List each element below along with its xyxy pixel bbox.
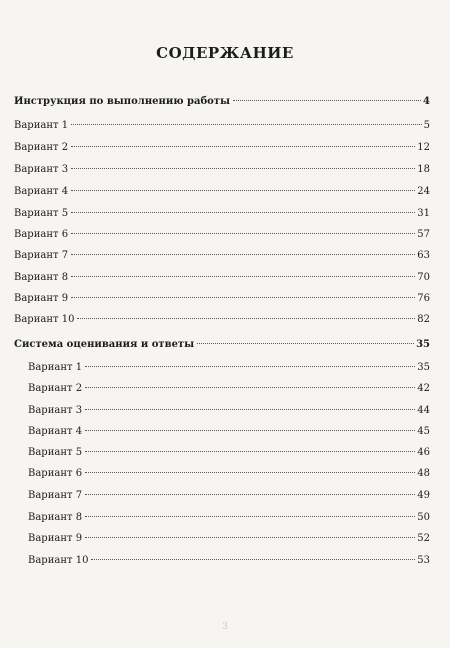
toc-entry-label: Вариант 9 (14, 293, 69, 304)
toc-entry-label: Система оценивания и ответы (14, 339, 195, 350)
page-title: СОДЕРЖАНИЕ (156, 44, 294, 62)
toc-entry-page: 44 (417, 405, 430, 416)
toc-entry-page: 76 (417, 293, 430, 304)
toc-entry-label: Вариант 6 (14, 229, 69, 240)
leader-dots (85, 387, 415, 388)
toc-subentry-variant-5 (28, 447, 430, 459)
toc-entry-variant-7 (14, 250, 430, 262)
toc-subentry-variant-8 (28, 512, 430, 524)
toc-entry-label: Вариант 7 (28, 490, 83, 501)
toc-entry-variant-6 (14, 229, 430, 241)
toc-entry-label: Вариант 5 (28, 447, 83, 458)
toc-entry-label: Вариант 3 (14, 164, 69, 175)
toc-subentry-variant-9 (28, 533, 430, 545)
leader-dots (85, 516, 415, 517)
toc-entry-page: 35 (417, 362, 430, 373)
leader-dots (71, 146, 415, 147)
leader-dots (71, 212, 415, 213)
toc-entry-label: Вариант 10 (14, 314, 75, 325)
leader-dots (85, 430, 415, 431)
toc-entry-page: 35 (416, 339, 430, 350)
leader-dots (71, 254, 415, 255)
toc-entry-variant-4 (14, 186, 430, 198)
leader-dots (71, 233, 415, 234)
leader-dots (85, 472, 415, 473)
leader-dots (85, 366, 415, 367)
toc-entry-page: 57 (417, 229, 430, 240)
toc-entry-variant-1 (14, 120, 430, 132)
leader-dots (197, 343, 414, 344)
leader-dots (85, 537, 415, 538)
toc-entry-label: Вариант 8 (28, 512, 83, 523)
toc-entry-page: 45 (417, 426, 430, 437)
toc-entry-page: 53 (417, 555, 430, 566)
leader-dots (85, 409, 415, 410)
toc-entry-label: Вариант 4 (28, 426, 83, 437)
toc-entry-variant-2 (14, 142, 430, 154)
leader-dots (233, 100, 421, 101)
toc-subentry-variant-7 (28, 490, 430, 502)
toc-entry-page: 18 (417, 164, 430, 175)
toc-entry-page: 12 (417, 142, 430, 153)
toc-entry-variant-5 (14, 208, 430, 220)
toc-entry-page: 49 (417, 490, 430, 501)
toc-entry-page: 5 (423, 120, 430, 131)
toc-entry-label: Вариант 8 (14, 272, 69, 283)
toc-entry-variant-3 (14, 164, 430, 176)
toc-entry-variant-9 (14, 293, 430, 305)
toc-entry-page: 82 (417, 314, 430, 325)
toc-entry-page: 31 (417, 208, 430, 219)
toc-entry-label: Вариант 6 (28, 468, 83, 479)
toc-entry-label: Вариант 1 (14, 120, 69, 131)
toc-entry-label: Вариант 9 (28, 533, 83, 544)
toc-subentry-variant-1 (28, 362, 430, 374)
toc-entry-label: Вариант 2 (28, 383, 83, 394)
toc-subentry-variant-6 (28, 468, 430, 480)
leader-dots (91, 559, 415, 560)
leader-dots (71, 276, 415, 277)
toc-entry-page: 42 (417, 383, 430, 394)
toc-entry-instructions (14, 96, 430, 108)
page-number: 3 (222, 622, 228, 632)
leader-dots (77, 318, 415, 319)
toc-entry-variant-8 (14, 272, 430, 284)
leader-dots (71, 124, 422, 125)
toc-entry-page: 52 (417, 533, 430, 544)
toc-entry-label: Вариант 7 (14, 250, 69, 261)
toc-entry-variant-10 (14, 314, 430, 326)
toc-entry-label: Вариант 2 (14, 142, 69, 153)
toc-entry-label: Инструкция по выполнению работы (14, 96, 231, 107)
toc-entry-label: Вариант 5 (14, 208, 69, 219)
toc-entry-grading (14, 339, 430, 351)
toc-entry-label: Вариант 4 (14, 186, 69, 197)
toc-entry-page: 4 (423, 96, 430, 107)
leader-dots (85, 451, 415, 452)
toc-entry-label: Вариант 10 (28, 555, 89, 566)
leader-dots (71, 297, 415, 298)
toc-entry-label: Вариант 1 (28, 362, 83, 373)
toc-entry-page: 24 (417, 186, 430, 197)
leader-dots (71, 168, 415, 169)
toc-entry-label: Вариант 3 (28, 405, 83, 416)
toc-subentry-variant-2 (28, 383, 430, 395)
toc-subentry-variant-4 (28, 426, 430, 438)
leader-dots (85, 494, 415, 495)
toc-entry-page: 63 (417, 250, 430, 261)
toc-subentry-variant-10 (28, 555, 430, 567)
leader-dots (71, 190, 415, 191)
toc-entry-page: 50 (417, 512, 430, 523)
toc-entry-page: 70 (417, 272, 430, 283)
toc-entry-page: 48 (417, 468, 430, 479)
toc-entry-page: 46 (417, 447, 430, 458)
toc-subentry-variant-3 (28, 405, 430, 417)
